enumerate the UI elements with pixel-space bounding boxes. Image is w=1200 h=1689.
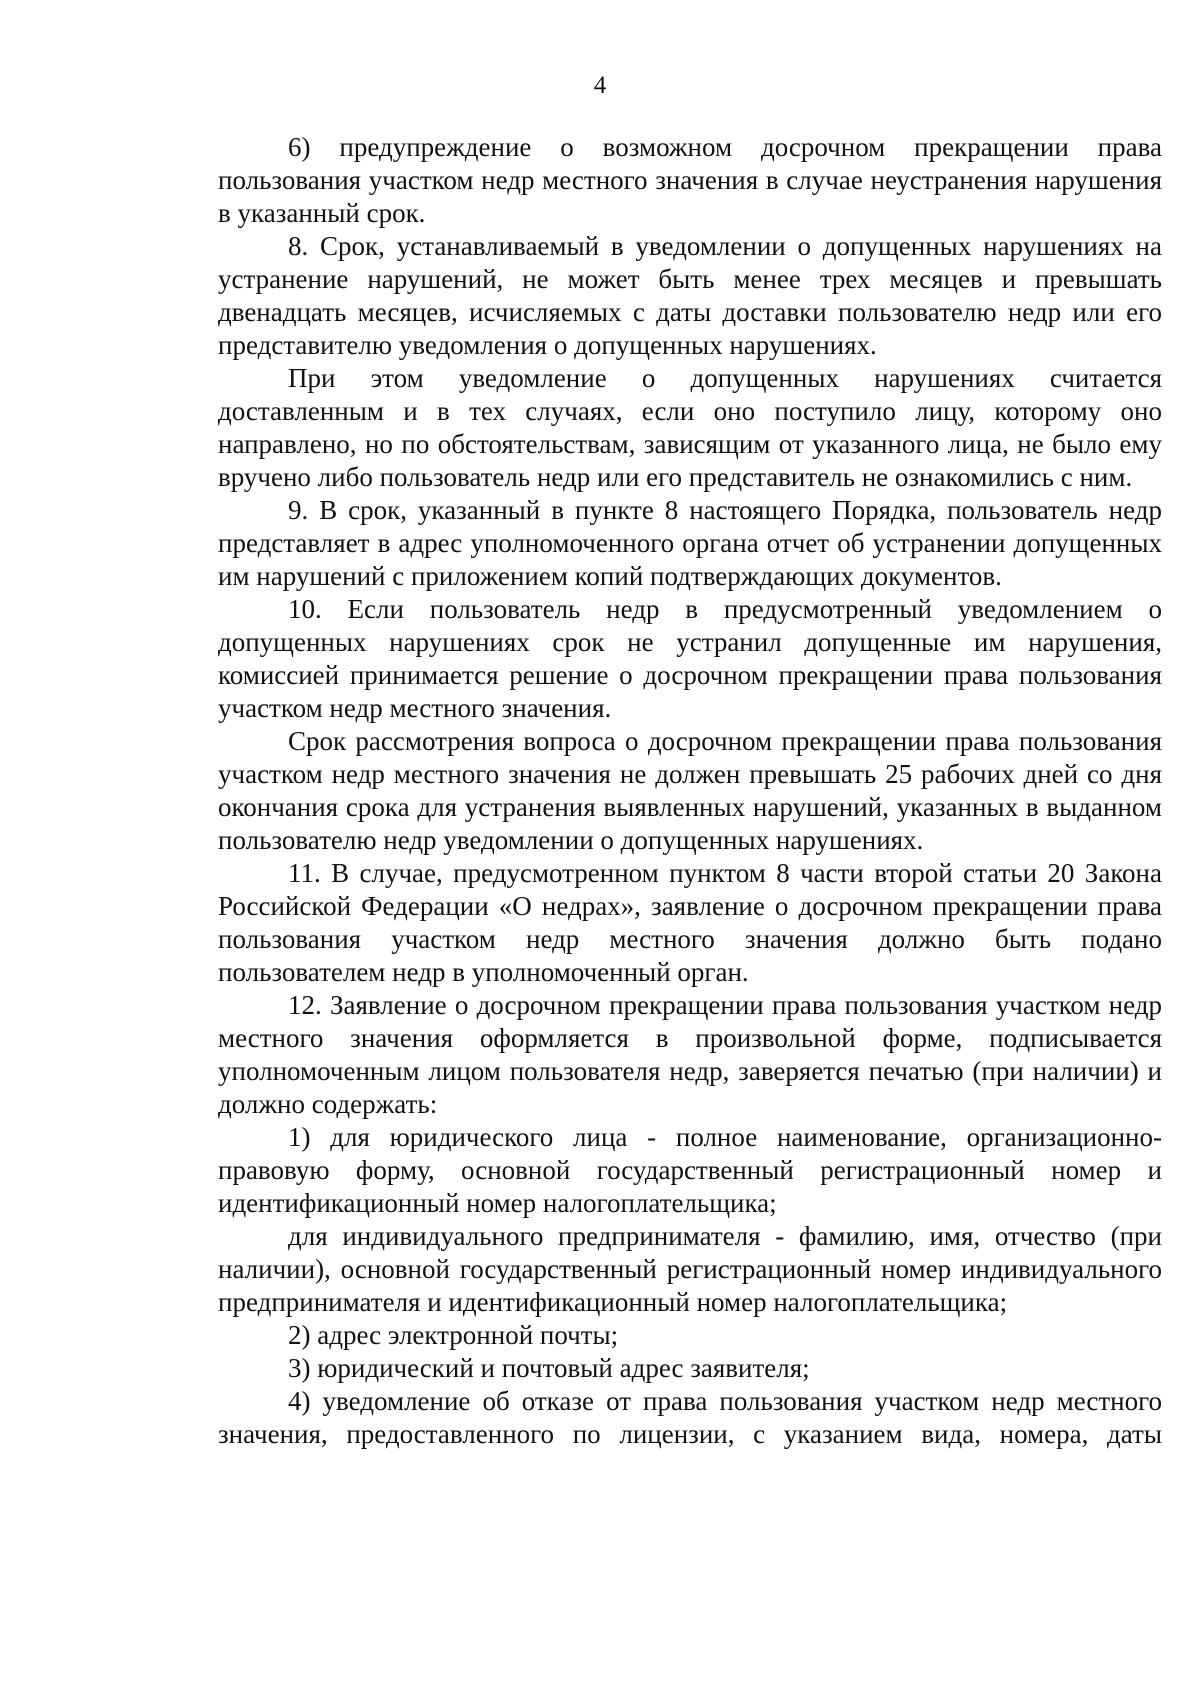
paragraph-clause-10: 10. Если пользователь недр в предусмотренный уведомлением о допущенных нарушениях срок не устранил допущенные им нарушения, комиссией принимается решение о досрочном прекращении права пользования участком недр местного значения. <box>218 594 1162 723</box>
paragraph-item-1-entrepreneur: для индивидуального предпринимателя - фамилию, имя, отчество (при наличии), основной государственный регистрационный номер индивидуального предпринимателя и идентификационный номер налогоплательщика; <box>218 1221 1162 1317</box>
paragraph-clause-11: 11. В случае, предусмотренном пунктом 8 части второй статьи 20 Закона Российской Федерации «О недрах», заявление о досрочном прекращении права пользования участком недр местного значения должно быть подано пользователем недр в уполномоченный орган. <box>218 858 1162 987</box>
paragraph-clause-12: 12. Заявление о досрочном прекращении права пользования участком недр местного значения оформляется в произвольной форме, подписывается уполномоченным лицом пользователя недр, заверяется печатью (при наличии) и должно содержать: <box>218 990 1162 1119</box>
paragraph-clause-10-term: Срок рассмотрения вопроса о досрочном прекращении права пользования участком недр местного значения не должен превышать 25 рабочих дней со дня окончания срока для устранения выявленных нарушений, указанных в выданном пользователю недр уведомлении о допущенных нарушениях. <box>218 726 1162 855</box>
document-body <box>218 131 1162 1451</box>
paragraph-item-1-legal-entity: 1) для юридического лица - полное наименование, организационно-правовую форму, основной государственный регистрационный номер и идентификационный номер налогоплательщика; <box>218 1122 1162 1218</box>
paragraph-item-2: 2) адрес электронной почты; <box>288 1320 619 1350</box>
paragraph-item-6: 6) предупреждение о возможном досрочном прекращении права пользования участком недр местного значения в случае неустранения нарушения в указанный срок. <box>218 132 1162 228</box>
paragraph-clause-8: 8. Срок, устанавливаемый в уведомлении о допущенных нарушениях на устранение нарушений, не может быть менее трех месяцев и превышать двенадцать месяцев, исчисляемых с даты доставки пользователю недр или его представителю уведомления о допущенных нарушениях. <box>218 231 1162 360</box>
paragraph-clause-9: 9. В срок, указанный в пункте 8 настоящего Порядка, пользователь недр представляет в адрес уполномоченного органа отчет об устранении допущенных им нарушений с приложением копий подтверждающих документов. <box>218 495 1162 591</box>
paragraph-clause-8-note: При этом уведомление о допущенных нарушениях считается доставленным и в тех случаях, если оно поступило лицу, которому оно направлено, но по обстоятельствам, зависящим от указанного лица, не было ему вручено либо пользователь недр или его представитель не ознакомились с ним. <box>218 363 1162 492</box>
paragraph-item-4: 4) уведомление об отказе от права пользования участком недр местного значения, предоставленного по лицензии, с указанием вида, номера, даты <box>218 1386 1162 1449</box>
paragraph-item-3: 3) юридический и почтовый адрес заявителя; <box>288 1353 810 1383</box>
page-number: 4 <box>593 72 607 99</box>
